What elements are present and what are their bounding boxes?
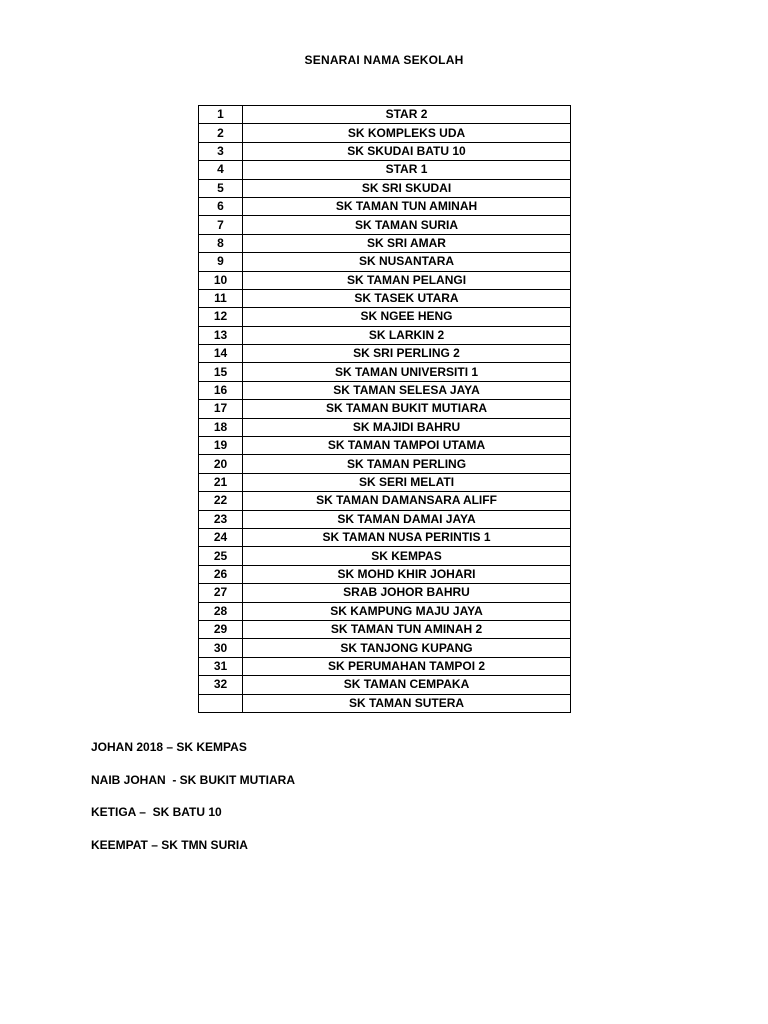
school-name-cell: SRAB JOHOR BAHRU — [243, 584, 571, 602]
school-number-cell: 16 — [199, 381, 243, 399]
result-line: KEEMPAT – SK TMN SURIA — [91, 837, 248, 852]
result-line: NAIB JOHAN - SK BUKIT MUTIARA — [91, 772, 295, 787]
table-row — [199, 345, 571, 363]
table-row — [199, 308, 571, 326]
school-name-cell: STAR 2 — [243, 106, 571, 124]
table-row — [199, 418, 571, 436]
school-number-cell: 3 — [199, 142, 243, 160]
school-name-cell: SK TAMAN DAMAI JAYA — [243, 510, 571, 528]
school-number-cell: 14 — [199, 345, 243, 363]
school-number-cell: 10 — [199, 271, 243, 289]
table-row — [199, 694, 571, 712]
school-number-cell: 25 — [199, 547, 243, 565]
school-number-cell: 20 — [199, 455, 243, 473]
school-name-cell: SK NUSANTARA — [243, 253, 571, 271]
school-name-cell: SK KEMPAS — [243, 547, 571, 565]
table-row — [199, 455, 571, 473]
school-number-cell: 28 — [199, 602, 243, 620]
school-number-cell: 29 — [199, 620, 243, 638]
table-row — [199, 565, 571, 583]
table-row — [199, 179, 571, 197]
table-row — [199, 473, 571, 491]
school-number-cell: 18 — [199, 418, 243, 436]
table-row — [199, 400, 571, 418]
school-name-cell: SK TAMAN SELESA JAYA — [243, 381, 571, 399]
school-number-cell: 6 — [199, 197, 243, 215]
school-number-cell: 23 — [199, 510, 243, 528]
school-name-cell: SK MAJIDI BAHRU — [243, 418, 571, 436]
table-row — [199, 289, 571, 307]
school-list-body — [199, 106, 571, 713]
school-number-cell: 8 — [199, 234, 243, 252]
table-row — [199, 142, 571, 160]
table-row — [199, 271, 571, 289]
table-row — [199, 510, 571, 528]
result-line: JOHAN 2018 – SK KEMPAS — [91, 740, 247, 754]
table-row — [199, 381, 571, 399]
school-name-cell: SK TAMAN TUN AMINAH — [243, 197, 571, 215]
school-name-cell: SK KOMPLEKS UDA — [243, 124, 571, 142]
table-row — [199, 584, 571, 602]
table-row — [199, 547, 571, 565]
table-row — [199, 234, 571, 252]
school-number-cell: 9 — [199, 253, 243, 271]
school-number-cell: 30 — [199, 639, 243, 657]
school-name-cell: SK TAMAN PELANGI — [243, 271, 571, 289]
school-number-cell: 7 — [199, 216, 243, 234]
school-name-cell: SK TAMAN UNIVERSITI 1 — [243, 363, 571, 381]
school-name-cell: SK TASEK UTARA — [243, 289, 571, 307]
school-name-cell: SK TAMAN TUN AMINAH 2 — [243, 620, 571, 638]
school-number-cell: 4 — [199, 161, 243, 179]
school-name-cell: SK NGEE HENG — [243, 308, 571, 326]
school-name-cell: SK SRI PERLING 2 — [243, 345, 571, 363]
school-name-cell: SK TAMAN NUSA PERINTIS 1 — [243, 528, 571, 546]
school-name-cell: SK TAMAN SURIA — [243, 216, 571, 234]
school-name-cell: SK SKUDAI BATU 10 — [243, 142, 571, 160]
school-number-cell: 1 — [199, 106, 243, 124]
table-row — [199, 492, 571, 510]
school-number-cell: 21 — [199, 473, 243, 491]
school-list-table — [198, 105, 571, 713]
school-number-cell: 11 — [199, 289, 243, 307]
school-name-cell: SK SERI MELATI — [243, 473, 571, 491]
school-number-cell: 2 — [199, 124, 243, 142]
school-number-cell: 15 — [199, 363, 243, 381]
school-name-cell: SK TAMAN SUTERA — [243, 694, 571, 712]
table-row — [199, 326, 571, 344]
school-name-cell: STAR 1 — [243, 161, 571, 179]
table-row — [199, 363, 571, 381]
table-row — [199, 657, 571, 675]
school-number-cell: 17 — [199, 400, 243, 418]
table-row — [199, 528, 571, 546]
table-row — [199, 161, 571, 179]
table-row — [199, 437, 571, 455]
table-row — [199, 602, 571, 620]
table-row — [199, 197, 571, 215]
page-title: SENARAI NAMA SEKOLAH — [304, 53, 464, 67]
table-row — [199, 216, 571, 234]
table-row — [199, 620, 571, 638]
school-name-cell: SK LARKIN 2 — [243, 326, 571, 344]
school-name-cell: SK TANJONG KUPANG — [243, 639, 571, 657]
school-name-cell: SK TAMAN TAMPOI UTAMA — [243, 437, 571, 455]
school-name-cell: SK PERUMAHAN TAMPOI 2 — [243, 657, 571, 675]
school-name-cell: SK SRI SKUDAI — [243, 179, 571, 197]
school-number-cell: 32 — [199, 676, 243, 694]
school-number-cell: 26 — [199, 565, 243, 583]
table-row — [199, 639, 571, 657]
school-number-cell — [199, 694, 243, 712]
school-name-cell: SK MOHD KHIR JOHARI — [243, 565, 571, 583]
result-line: KETIGA – SK BATU 10 — [91, 805, 222, 819]
school-number-cell: 5 — [199, 179, 243, 197]
school-name-cell: SK SRI AMAR — [243, 234, 571, 252]
school-name-cell: SK KAMPUNG MAJU JAYA — [243, 602, 571, 620]
table-row — [199, 676, 571, 694]
school-name-cell: SK TAMAN CEMPAKA — [243, 676, 571, 694]
school-number-cell: 13 — [199, 326, 243, 344]
school-number-cell: 12 — [199, 308, 243, 326]
school-name-cell: SK TAMAN PERLING — [243, 455, 571, 473]
table-row — [199, 124, 571, 142]
school-number-cell: 19 — [199, 437, 243, 455]
school-number-cell: 22 — [199, 492, 243, 510]
school-number-cell: 27 — [199, 584, 243, 602]
table-row — [199, 253, 571, 271]
school-number-cell: 31 — [199, 657, 243, 675]
school-name-cell: SK TAMAN BUKIT MUTIARA — [243, 400, 571, 418]
results-section — [91, 739, 295, 869]
table-row — [199, 106, 571, 124]
school-number-cell: 24 — [199, 528, 243, 546]
school-name-cell: SK TAMAN DAMANSARA ALIFF — [243, 492, 571, 510]
